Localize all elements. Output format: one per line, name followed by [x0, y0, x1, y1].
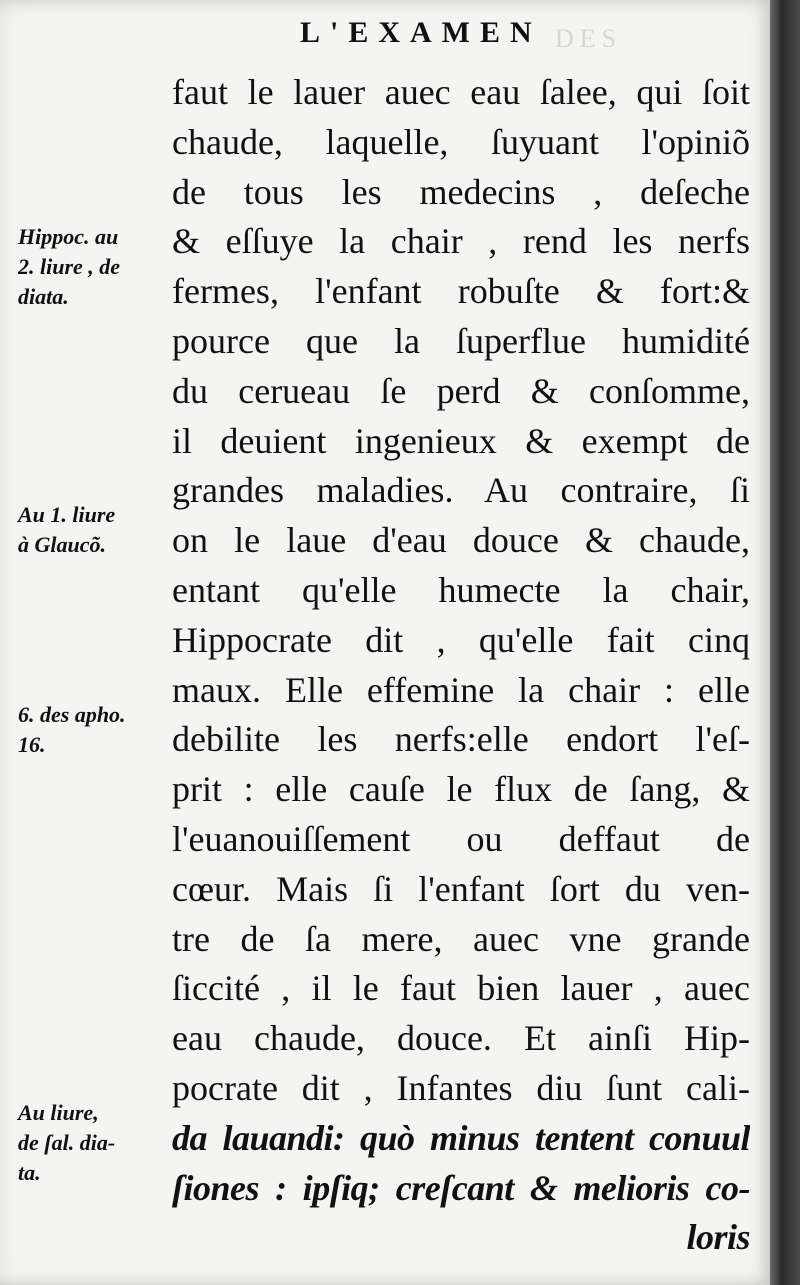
running-title: L'EXAMEN: [300, 16, 542, 49]
margin-note-line: Hippoc. au: [18, 224, 119, 249]
margin-note-line: 2. liure , de: [18, 254, 121, 279]
text-line: pource que la ſuperflue humidité: [172, 320, 750, 361]
margin-note-line: Au 1. liure: [18, 502, 116, 527]
margin-note-line: 6. des apho.: [18, 702, 126, 727]
margin-note-glaucon: [18, 500, 178, 560]
margin-note-hippocrates: [18, 222, 178, 312]
margin-note-line: à Glaucõ.: [18, 532, 106, 557]
text-line: pocrate dit , Infantes diu ſunt cali-: [172, 1067, 750, 1108]
text-line: il deuient ingenieux & exempt de: [172, 420, 750, 461]
bleed-through-text: DES: [555, 24, 623, 53]
text-line: on le laue d'eau douce & chaude,: [172, 520, 750, 561]
text-line: cœur. Mais ſi l'enfant ſort du ven-: [172, 868, 750, 909]
main-text-block: [172, 68, 750, 1263]
margin-note-line: ta.: [18, 1160, 41, 1185]
text-line: entant qu'elle humecte la chair,: [172, 569, 750, 610]
text-line: du cerueau ſe perd & conſomme,: [172, 370, 750, 411]
text-line: tre de ſa mere, auec vne grande: [172, 918, 750, 959]
margin-note-line: de ſal. dia-: [18, 1130, 116, 1155]
text-line: de tous les medecins , deſeche: [172, 171, 750, 212]
text-line: Hippocrate dit , qu'elle fait cinq: [172, 619, 750, 660]
margin-note-line: Au liure,: [18, 1100, 99, 1125]
text-line: chaude, laquelle, ſuyuant l'opiniõ: [172, 121, 750, 162]
text-line: ſiccité , il le faut bien lauer , auec: [172, 968, 750, 1009]
text-line: eau chaude, douce. Et ainſi Hip-: [172, 1018, 750, 1059]
text-line: fermes, l'enfant robuſte & fort:&: [172, 271, 750, 312]
margin-note-diet: [18, 1098, 178, 1188]
text-line: grandes maladies. Au contraire, ſi: [172, 470, 750, 511]
text-line-italic: da lauandi: quò minus tentent conuul: [172, 1117, 750, 1158]
text-line: maux. Elle effemine la chair : elle: [172, 669, 750, 710]
margin-note-aphorisms: [18, 700, 178, 760]
text-line: prit : elle cauſe le flux de ſang, &: [172, 769, 750, 810]
page-edge: [770, 0, 800, 1285]
text-line: debilite les nerfs:elle endort l'eſ-: [172, 719, 750, 760]
margin-note-line: 16.: [18, 732, 46, 757]
text-line: faut le lauer auec eau ſalee, qui ſoit: [172, 72, 750, 112]
catchword: loris: [686, 1217, 750, 1258]
text-line-italic: ſiones : ipſiq; creſcant & melioris co-: [172, 1167, 750, 1208]
text-line: l'euanouiſſement ou deffaut de: [172, 818, 750, 859]
text-line: & eſſuye la chair , rend les nerfs: [172, 221, 750, 262]
margin-note-line: diata.: [18, 284, 69, 309]
